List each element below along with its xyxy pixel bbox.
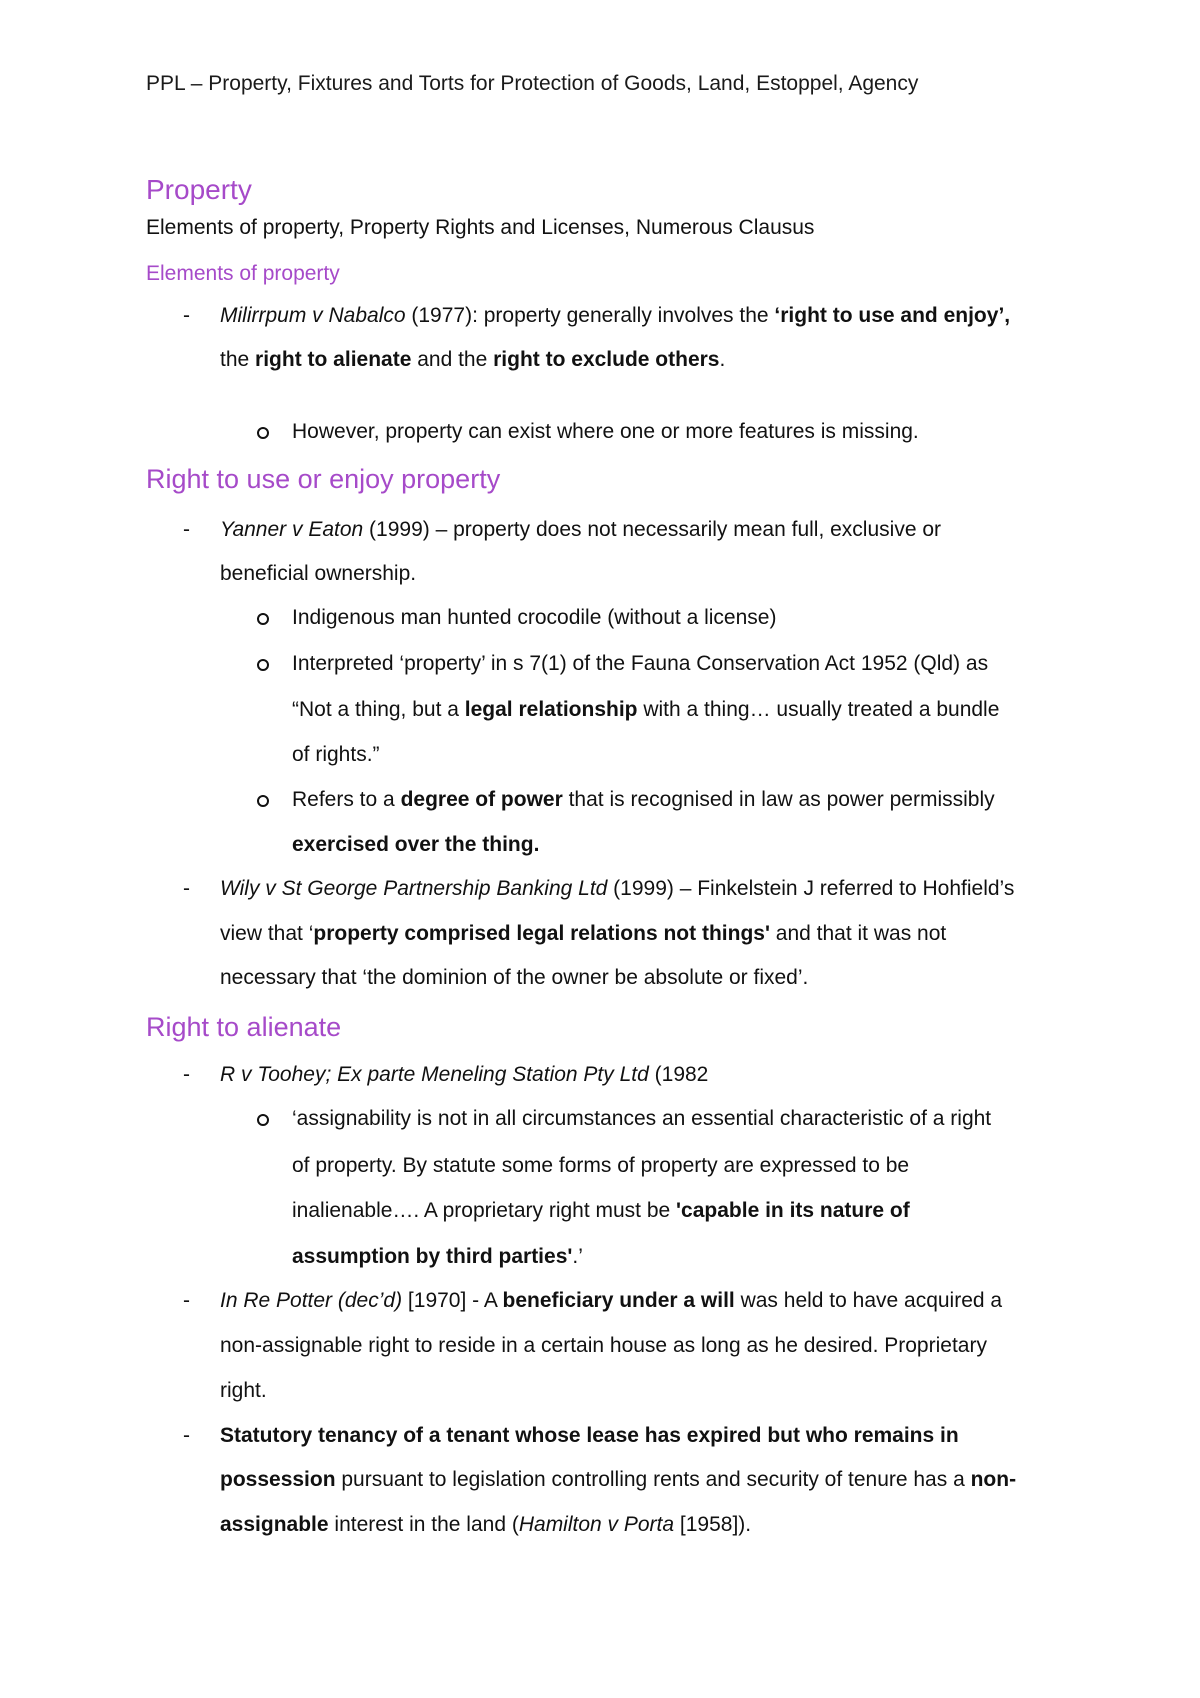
list-item-continuation: assignable interest in the land (Hamilton v Porta [1958]). [220, 1513, 752, 1536]
bullet-dash: - [183, 518, 190, 541]
circle-bullet-icon [257, 659, 269, 671]
list-item-continuation: possession pursuant to legislation controlling rents and security of tenure has a non- [220, 1468, 1017, 1491]
list-item: Statutory tenancy of a tenant whose lease has expired but who remains in [220, 1424, 959, 1447]
circle-bullet-icon [257, 427, 269, 439]
bullet-dash: - [183, 1063, 190, 1086]
list-item-continuation: right. [220, 1379, 267, 1402]
circle-bullet-icon [257, 1114, 269, 1126]
subtitle: Elements of property, Property Rights and Licenses, Numerous Clausus [146, 216, 815, 239]
sub-list-item: However, property can exist where one or more features is missing. [292, 420, 919, 443]
section-heading-use: Right to use or enjoy property [146, 464, 501, 494]
document-header: PPL – Property, Fixtures and Torts for Protection of Goods, Land, Estoppel, Agency [146, 72, 919, 95]
bullet-dash: - [183, 1424, 190, 1447]
list-item: Milirrpum v Nabalco (1977): property generally involves the ‘right to use and enjoy’, [220, 304, 1011, 327]
list-item: In Re Potter (dec’d) [1970] - A beneficiary under a will was held to have acquired a [220, 1289, 1003, 1312]
case-name: Wily v St George Partnership Banking Ltd [220, 877, 608, 900]
list-item-continuation: view that ‘property comprised legal relations not things' and that it was not [220, 922, 947, 945]
case-name: R v Toohey; Ex parte Meneling Station Pty Ltd [220, 1063, 649, 1086]
list-item-continuation: non-assignable right to reside in a certain house as long as he desired. Proprietary [220, 1334, 987, 1357]
list-item: Wily v St George Partnership Banking Ltd (1999) – Finkelstein J referred to Hohfield’s [220, 877, 1015, 900]
sub-list-item-continuation: of property. By statute some forms of property are expressed to be [292, 1154, 910, 1177]
sub-list-item-continuation: exercised over the thing. [292, 833, 540, 856]
page-title: Property [146, 174, 252, 205]
list-item-continuation: beneficial ownership. [220, 562, 417, 585]
case-name: In Re Potter (dec’d) [220, 1289, 403, 1312]
circle-bullet-icon [257, 613, 269, 625]
sub-list-item: Refers to a degree of power that is recognised in law as power permissibly [292, 788, 995, 811]
case-name: Milirrpum v Nabalco [220, 304, 406, 327]
sub-list-item-continuation: assumption by third parties'.’ [292, 1245, 583, 1268]
sub-list-item-continuation: of rights.” [292, 743, 380, 766]
list-item-continuation: the right to alienate and the right to exclude others. [220, 348, 726, 371]
section-heading-alienate: Right to alienate [146, 1012, 342, 1042]
section-heading-elements: Elements of property [146, 262, 340, 285]
list-item: R v Toohey; Ex parte Meneling Station Pty Ltd (1982 [220, 1063, 709, 1086]
list-item: Yanner v Eaton (1999) – property does not necessarily mean full, exclusive or [220, 518, 942, 541]
sub-list-item: ‘assignability is not in all circumstances an essential characteristic of a right [292, 1107, 992, 1130]
sub-list-item-continuation: inalienable…. A proprietary right must be 'capable in its nature of [292, 1199, 910, 1222]
sub-list-item: Interpreted ‘property’ in s 7(1) of the Fauna Conservation Act 1952 (Qld) as [292, 652, 989, 675]
list-item-continuation: necessary that ‘the dominion of the owner be absolute or fixed’. [220, 966, 809, 989]
bullet-dash: - [183, 877, 190, 900]
circle-bullet-icon [257, 795, 269, 807]
sub-list-item: Indigenous man hunted crocodile (without a license) [292, 606, 777, 629]
bullet-dash: - [183, 1289, 190, 1312]
bullet-dash: - [183, 304, 190, 327]
case-name: Yanner v Eaton [220, 518, 364, 541]
sub-list-item-continuation: “Not a thing, but a legal relationship with a thing… usually treated a bundle [292, 698, 1000, 721]
